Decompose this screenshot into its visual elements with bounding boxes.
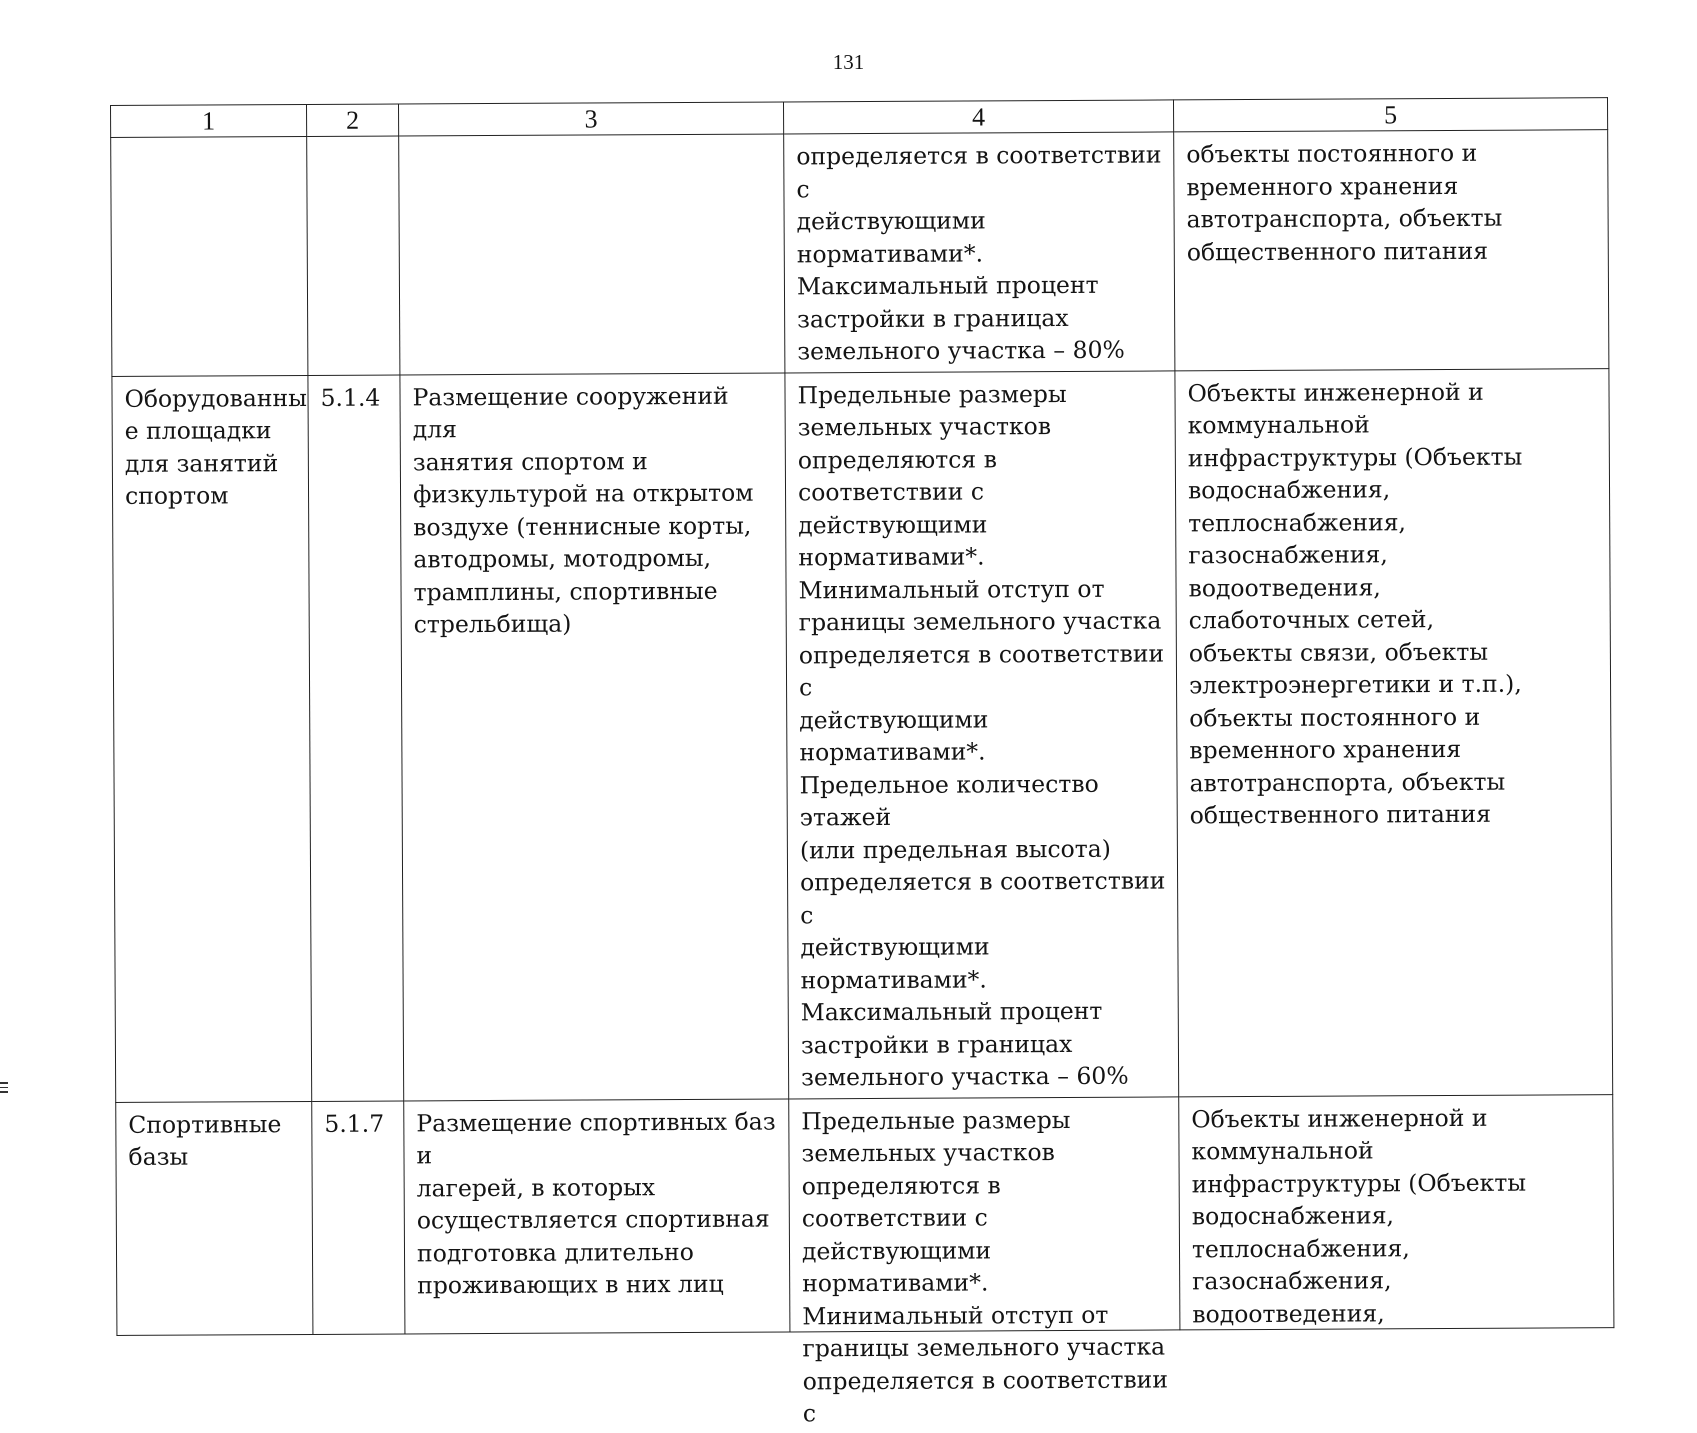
- table-cell-description: Размещение сооружений для занятия спортом и физкультурой на открытом воздухе (теннисные корты, автодромы, мотодромы, трамплины, спортивные стрельбища): [400, 372, 789, 1100]
- column-header-3: 3: [398, 102, 783, 136]
- table-cell-code: 5.1.4: [308, 374, 404, 1100]
- page-number: 131: [832, 50, 865, 74]
- table-cell-use-name: Оборудованны е площадки для занятий спортом: [112, 375, 312, 1102]
- table-cell-code: [307, 136, 400, 375]
- table-cell-parameters: Предельные размеры земельных участков определяются в соответствии с действующими нормативами*. Минимальный отступ от границы земельного участка определяется в соответствии с действующими нормативами*. Предельное количество этажей (или предельная высота) определяется в соответствии с действующими нормативами*. Максимальный процент застройки в границах земельного участка – 60%: [785, 370, 1179, 1098]
- column-header-5: 5: [1173, 98, 1607, 132]
- table-cell-auxiliary-uses: Объекты инженерной и коммунальной инфраструктуры (Объекты водоснабжения, теплоснабжения, газоснабжения, водоотведения, слаботочных сетей, объекты связи, объекты электроэнергетики и т.п.), объекты постоянного и временного хранения автотранспорта, объекты общественного питания: [1175, 368, 1613, 1096]
- table-cell-use-name: Спортивные базы: [116, 1101, 313, 1335]
- table-cell-description: [399, 134, 785, 375]
- table-cell-auxiliary-uses: объекты постоянного и временного хранения автотранспорта, объекты общественного питания: [1174, 130, 1609, 371]
- table-row: [116, 1094, 1614, 1335]
- table-cell-parameters: Предельные размеры земельных участков определяются в соответствии с действующими нормативами*. Минимальный отступ от границы земельного участка определяется в соответствии с: [789, 1096, 1180, 1331]
- table-row: [112, 368, 1613, 1102]
- column-header-1: 1: [111, 104, 307, 137]
- column-header-2: 2: [306, 104, 398, 136]
- column-header-4: 4: [783, 100, 1173, 134]
- table-cell-use-name: [111, 136, 308, 376]
- table-cell-code: 5.1.7: [312, 1100, 405, 1333]
- zoning-table: [110, 97, 1614, 1428]
- table-row: [111, 130, 1609, 376]
- table-cell-auxiliary-uses: Объекты инженерной и коммунальной инфраструктуры (Объекты водоснабжения, теплоснабжения, газоснабжения, водоотведения,: [1179, 1094, 1614, 1329]
- table-cell-description: Размещение спортивных баз и лагерей, в которых осуществляется спортивная подготовка длительно проживающих в них лиц: [404, 1098, 790, 1333]
- table-cell-parameters: определяется в соответствии с действующими нормативами*. Максимальный процент застройки в границах земельного участка – 80%: [784, 132, 1175, 373]
- margin-scan-mark: [0, 1082, 8, 1096]
